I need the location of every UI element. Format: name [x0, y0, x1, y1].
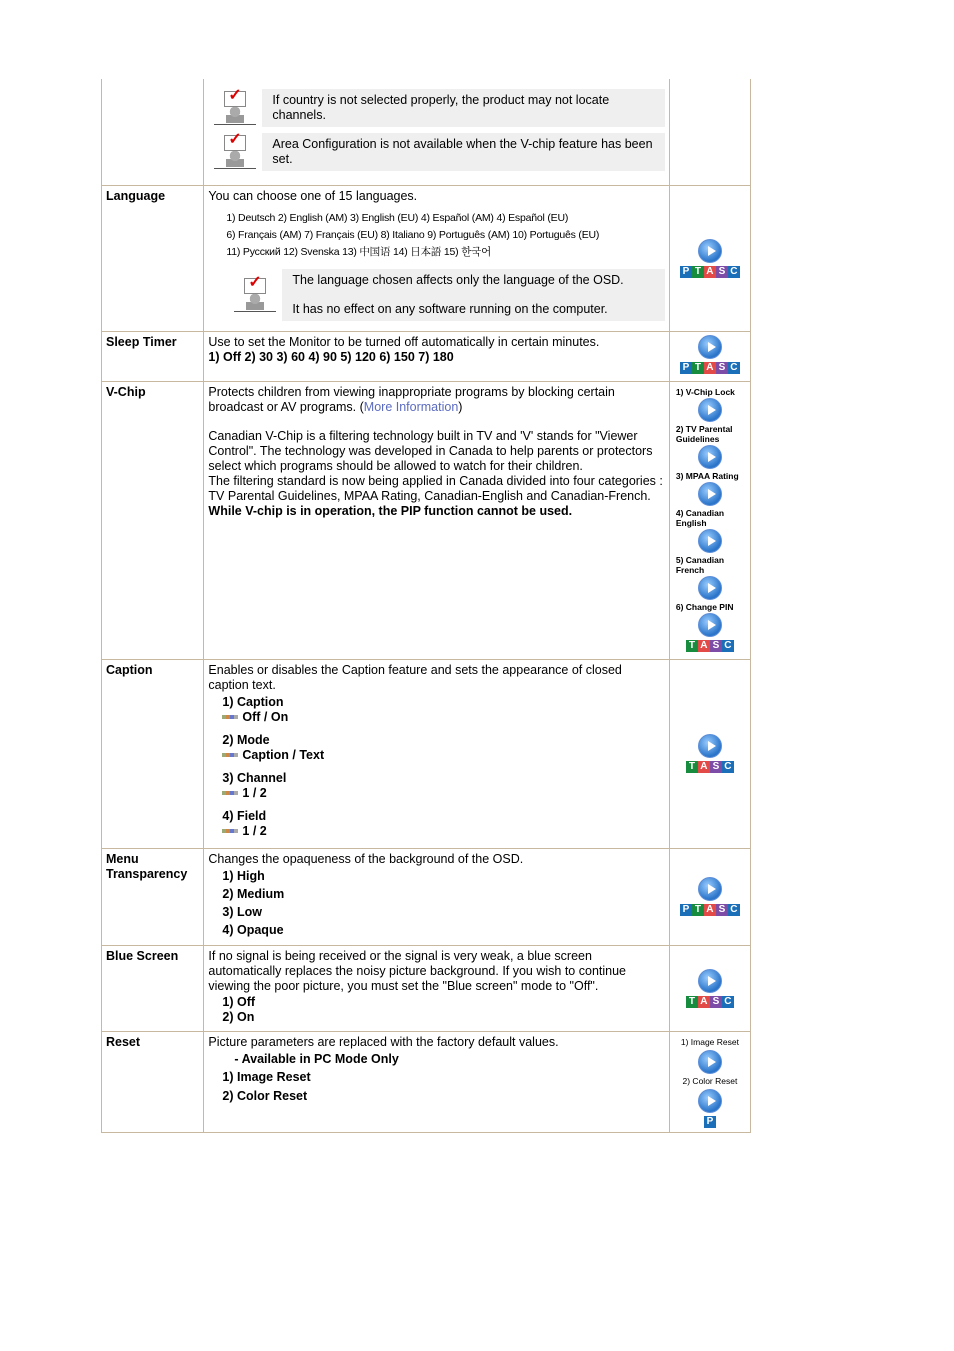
note-text: Area Configuration is not available when the V-chip feature has been set.: [262, 133, 664, 171]
option-bar-icon: [222, 791, 238, 795]
mode-badges-ptasc: P T A S C: [680, 266, 740, 278]
row-label-vchip: V-Chip: [102, 381, 204, 659]
play-icon[interactable]: [698, 335, 722, 359]
language-list: 1) Deutsch 2) English (AM) 3) English (EU) 4) Español (AM) 4) Español (EU) 6) Français (AM) 7) Français (EU) 8) Italiano 9) Português (AM) 10) Português (EU) 11) Русский 12) Svenska 13) 中国语 14) 日本語 15) 한국어: [226, 211, 600, 258]
row-desc-reset: Picture parameters are replaced with the factory default values. - Available in PC Mode Only 1) Image Reset 2) Color Reset: [204, 1031, 669, 1132]
more-information-link[interactable]: More Information: [363, 399, 459, 414]
note-text: The language chosen affects only the language of the OSD. It has no effect on any software running on the computer.: [282, 269, 664, 321]
play-icon[interactable]: [698, 482, 722, 506]
play-icon[interactable]: [698, 969, 722, 993]
mode-badges-ptasc: P T A S C: [680, 362, 740, 374]
settings-table-wrapper: [101, 79, 751, 1133]
row-label-menu-transparency: Menu Transparency: [102, 848, 204, 945]
row-icons-sleep-timer: [669, 331, 750, 381]
play-icon[interactable]: [698, 1050, 722, 1074]
note-language: [234, 269, 664, 321]
row-label-sleep-timer: Sleep Timer: [102, 331, 204, 381]
top-notes-cell: [204, 79, 669, 185]
row-label-caption: Caption: [102, 659, 204, 848]
note-text: If country is not selected properly, the product may not locate channels.: [262, 89, 664, 127]
mode-badges-p: P: [704, 1116, 716, 1128]
row-icons-menu-transparency: [669, 848, 750, 945]
row-label-language: Language: [102, 185, 204, 331]
row-icons-blue-screen: [669, 945, 750, 1031]
row-label-blue-screen: Blue Screen: [102, 945, 204, 1031]
play-icon[interactable]: [698, 398, 722, 422]
note-icon: ✓: [234, 278, 276, 312]
empty-icons-cell: [669, 79, 750, 185]
row-desc-menu-transparency: Changes the opaqueness of the background of the OSD. 1) High 2) Medium 3) Low 4) Opaque: [204, 848, 669, 945]
play-icon[interactable]: [698, 877, 722, 901]
play-icon[interactable]: [698, 445, 722, 469]
note-country: [214, 89, 664, 127]
row-desc-caption: Enables or disables the Caption feature and sets the appearance of closed caption text. 1) Caption Off / On 2) Mode Caption / Text 3) Channel 1 / 2 4) Field 1 / 2: [204, 659, 669, 848]
note-area-config: [214, 133, 664, 171]
row-icons-vchip: 1) V-Chip Lock 2) TV Parental Guidelines 3) MPAA Rating 4) Canadian English 5) Canadian French 6) Change PIN T A S C: [669, 381, 750, 659]
mode-badges-tasc: T A S C: [686, 996, 734, 1008]
mode-badges-tasc: T A S C: [686, 640, 734, 652]
language-intro: You can choose one of 15 languages.: [208, 188, 418, 203]
mode-badges-ptasc: P T A S C: [680, 904, 740, 916]
sleep-options: 1) Off 2) 30 3) 60 4) 90 5) 120 6) 150 7) 180: [208, 349, 454, 364]
play-icon[interactable]: [698, 239, 722, 263]
mode-badges-tasc: T A S C: [686, 761, 734, 773]
note-icon: ✓: [214, 91, 256, 125]
option-bar-icon: [222, 715, 238, 719]
option-bar-icon: [222, 753, 238, 757]
play-icon[interactable]: [698, 576, 722, 600]
empty-label-cell: [102, 79, 204, 185]
vchip-warning: While V-chip is in operation, the PIP function cannot be used.: [208, 503, 573, 518]
play-icon[interactable]: [698, 734, 722, 758]
row-desc-sleep-timer: Use to set the Monitor to be turned off automatically in certain minutes. 1) Off 2) 30 3) 60 4) 90 5) 120 6) 150 7) 180: [204, 331, 669, 381]
row-icons-caption: [669, 659, 750, 848]
settings-table: [101, 79, 751, 1133]
row-desc-vchip: Protects children from viewing inappropriate programs by blocking certain broadcast or AV programs. (More Information) Canadian V-Chip is a filtering technology built in TV and 'V' stands for "Viewer Control". The technology was developed in Canada to help parents or protectors select which programs should be allowed to watch for their children. The filtering standard is now being applied in Canada divided into four categories : TV Parental Guidelines, MPAA Rating, Canadian-English and Canadian-French. While V-chip is in operation, the PIP function cannot be used.: [204, 381, 669, 659]
play-icon[interactable]: [698, 529, 722, 553]
play-icon[interactable]: [698, 613, 722, 637]
row-icons-reset: 1) Image Reset 2) Color Reset P: [669, 1031, 750, 1132]
row-desc-language: [204, 185, 669, 331]
note-icon: ✓: [214, 135, 256, 169]
row-icons-language: [669, 185, 750, 331]
row-label-reset: Reset: [102, 1031, 204, 1132]
row-desc-blue-screen: If no signal is being received or the signal is very weak, a blue screen automatically replaces the noisy picture background. If you wish to continue viewing the poor picture, you must set the "Blue screen" mode to "Off". 1) Off 2) On: [204, 945, 669, 1031]
play-icon[interactable]: [698, 1089, 722, 1113]
option-bar-icon: [222, 829, 238, 833]
